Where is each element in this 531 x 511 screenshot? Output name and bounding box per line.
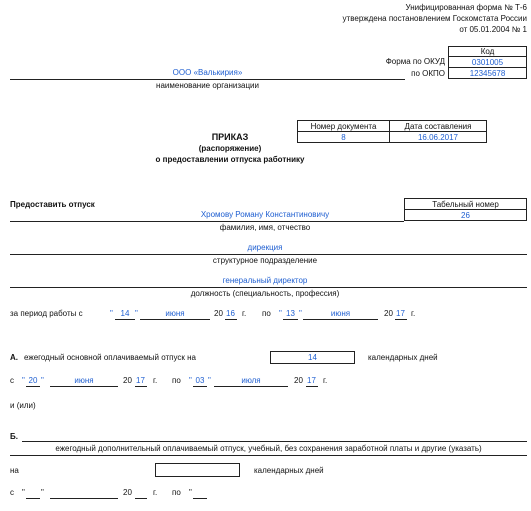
work-period-g1: г. [242,309,247,318]
section-a-year-prefix-to: 20 [294,376,303,385]
section-a-day-from: 20 [28,376,38,385]
doc-number-value: 8 [297,131,390,143]
section-b-bottom-line [10,455,527,456]
position: генеральный директор [222,276,308,285]
work-period-day-from-line [115,319,135,320]
work-period-quote-close-2: " [299,309,302,318]
section-b-quote-close: " [41,488,44,497]
form-title: Унифицированная форма № Т-6 [405,3,527,12]
okpo-label: по ОКПО [411,69,445,78]
section-a-quote-close: " [41,376,44,385]
work-period-year-from-line [225,319,237,320]
okpo-value: 12345678 [448,67,527,79]
approved-date: от 05.01.2004 № 1 [459,25,527,34]
section-a-day-to: 03 [195,376,205,385]
section-a-year-to-line [306,386,318,387]
section-b-day-to-line [193,498,207,499]
section-b-top-line [22,441,527,442]
tab-number-header: Табельный номер [404,198,527,210]
section-b-quote-open-2: " [189,488,192,497]
and-or: и (или) [10,401,36,410]
work-period-month-to: июня [330,309,351,318]
section-a-days-label: календарных дней [368,353,438,362]
department-underline [10,254,527,255]
section-a-year-from: 17 [136,376,145,385]
section-a-year-to: 17 [307,376,316,385]
order-about: о предоставлении отпуска работнику [155,155,305,164]
work-period-g2: г. [411,309,416,318]
work-period-year-from: 16 [226,309,235,318]
section-a-quote-open: " [22,376,25,385]
work-period-year-to-line [395,319,407,320]
section-b-description: ежегодный дополнительный оплачиваемый отпуск, учебный, без сохранения заработной платы и другие (указать) [55,444,482,453]
organization-caption: наименование организации [156,81,259,90]
section-a-day-to-line [193,386,207,387]
department-caption: структурное подразделение [212,256,318,265]
section-b-letter: Б. [10,432,18,441]
work-period-year-to: 17 [396,309,405,318]
position-caption: должность (специальность, профессия) [190,289,340,298]
position-underline [10,287,527,288]
okud-value: 0301005 [448,56,527,68]
section-a-year-from-line [135,386,147,387]
work-period-year-prefix-to: 20 [384,309,393,318]
section-a-po: по [172,376,181,385]
section-a-month-from: июня [74,376,94,385]
work-period-quote-open-2: " [279,309,282,318]
grant-label: Предоставить отпуск [10,200,95,209]
department: дирекция [247,243,283,252]
section-b-g1: г. [153,488,158,497]
employee-name: Хромову Роману Константиновичу [200,210,330,219]
order-title: ПРИКАЗ [211,132,249,142]
tab-number-value: 26 [404,209,527,221]
work-period-day-from: 14 [120,309,130,318]
work-period-quote-close: " [135,309,138,318]
section-a-g2: г. [323,376,328,385]
section-b-day-from-line [26,498,40,499]
section-b-days-label: календарных дней [254,466,324,475]
approved-by: утверждена постановлением Госкомстата России [342,14,527,23]
section-a-quote-close-2: " [208,376,211,385]
section-a-year-prefix-from: 20 [123,376,132,385]
section-a-letter: А. [10,353,18,362]
section-b-year-prefix-from: 20 [123,488,132,497]
section-a-s: с [10,376,14,385]
section-b-po: по [172,488,181,497]
section-a-quote-open-2: " [189,376,192,385]
section-a-label: ежегодный основной оплачиваемый отпуск на [24,353,196,362]
section-b-quote-open: " [22,488,25,497]
section-b-month-from-line [50,498,118,499]
work-period-year-prefix-from: 20 [214,309,223,318]
section-a-day-from-line [26,386,40,387]
work-period-month-to-line [303,319,378,320]
section-b-s: с [10,488,14,497]
section-a-month-to: июля [241,376,261,385]
doc-number-header: Номер документа [297,120,390,132]
work-period-po: по [262,309,271,318]
doc-date-value: 16.06.2017 [389,131,487,143]
code-header: Код [448,46,527,57]
work-period-month-from-line [140,319,210,320]
work-period-month-from: июня [165,309,185,318]
work-period-day-to: 13 [286,309,295,318]
employee-name-underline [10,221,404,222]
employee-name-caption: фамилия, имя, отчество [219,223,311,232]
order-subtitle: (распоряжение) [198,144,262,153]
section-b-na: на [10,466,19,475]
section-b-days-box [155,463,240,477]
work-period-day-to-line [283,319,298,320]
work-period-quote-open: " [110,309,113,318]
section-b-year-from-line [135,498,147,499]
section-a-days: 14 [270,351,355,364]
organization-name: ООО «Валькирия» [172,68,243,77]
section-a-month-from-line [50,386,118,387]
doc-date-header: Дата составления [389,120,487,132]
section-a-g1: г. [153,376,158,385]
section-a-month-to-line [214,386,288,387]
organization-underline [10,79,405,80]
okud-label: Форма по ОКУД [385,57,445,66]
work-period-label: за период работы с [10,309,83,318]
